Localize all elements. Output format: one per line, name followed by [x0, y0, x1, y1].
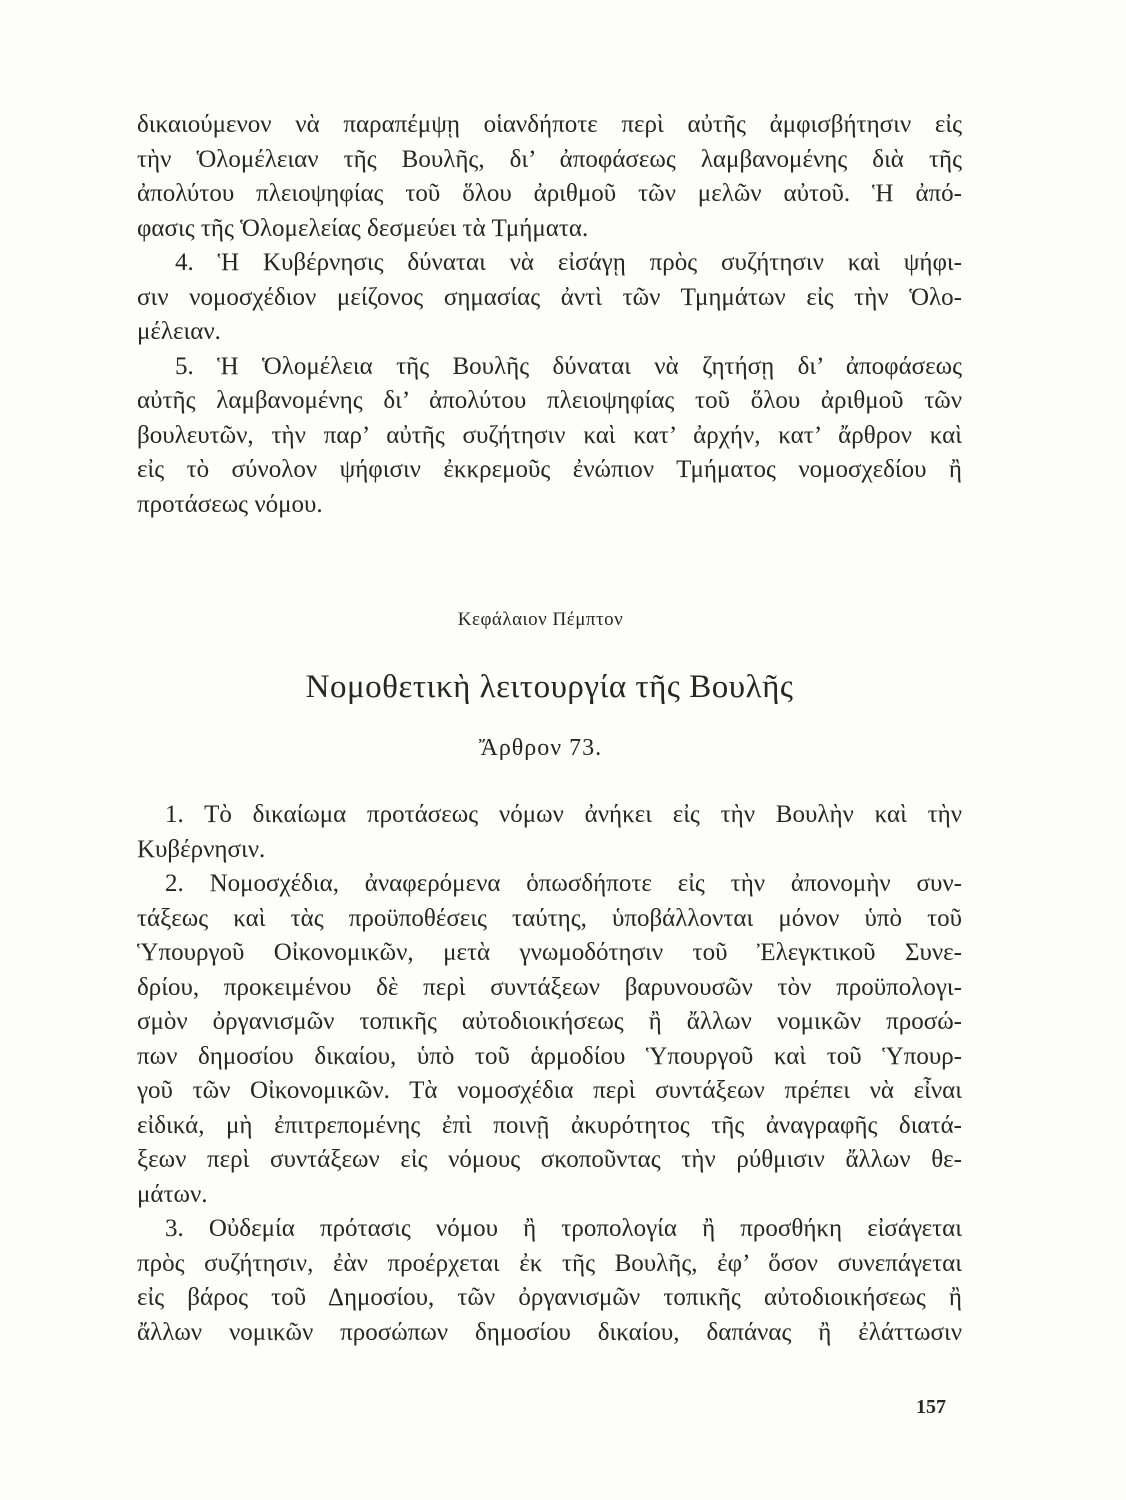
text-line: ξεων περὶ συντάξεων εἰς νόμους σκοποῦντας τὴν ρύθμισιν ἄλλων θε-: [137, 1146, 962, 1173]
text-line: πρὸς συζήτησιν, ἐὰν προέρχεται ἐκ τῆς Βουλῆς, ἐφ’ ὅσον συνεπάγεται: [137, 1249, 962, 1277]
text-line: εἰς τὸ σύνολον ψήφισιν ἐκκρεμοῦς ἐνώπιον Τμήματος νομοσχεδίου ἢ: [137, 456, 962, 483]
text-line: 4. Ἡ Κυβέρνησις δύναται νὰ εἰσάγῃ πρὸς συζήτησιν καὶ ψήφι-: [175, 249, 962, 276]
text-line: γοῦ τῶν Οἰκονομικῶν. Τὰ νομοσχέδια περὶ συντάξεων πρέπει νὰ εἶναι: [137, 1077, 962, 1104]
text-line: προτάσεως νόμου.: [137, 490, 323, 518]
text-line: ἄλλων νομικῶν προσώπων δημοσίου δικαίου, δαπάνας ἢ ἐλάττωσιν: [137, 1318, 962, 1346]
text-line: βουλευτῶν, τὴν παρ’ αὐτῆς συζήτησιν καὶ κατ’ ἀρχήν, κατ’ ἄρθρον καὶ: [137, 421, 962, 449]
text-line: πων δημοσίου δικαίου, ὑπὸ τοῦ ἁρμοδίου Ὑπουργοῦ καὶ τοῦ Ὑπουρ-: [137, 1042, 962, 1070]
chapter-title: Νομοθετικὴ λειτουργία τῆς Βουλῆς: [305, 669, 794, 705]
text-line: τάξεως καὶ τὰς προϋποθέσεις ταύτης, ὑποβάλλονται μόνον ὑπὸ τοῦ: [137, 904, 962, 932]
text-line: 1. Τὸ δικαίωμα προτάσεως νόμων ἀνήκει εἰς τὴν Βουλὴν καὶ τὴν: [165, 801, 962, 828]
text-line: φασις τῆς Ὁλομελείας δεσμεύει τὰ Τμήματα.: [137, 214, 589, 242]
paragraph-1: [137, 798, 962, 867]
text-line: σμὸν ὀργανισμῶν τοπικῆς αὐτοδιοικήσεως ἢ ἄλλων νομικῶν προσώ-: [137, 1008, 962, 1035]
paragraph-5: [137, 350, 962, 523]
top-text-block: [137, 108, 962, 522]
text-line: τὴν Ὁλομέλειαν τῆς Βουλῆς, δι’ ἀποφάσεως λαμβανομένης διὰ τῆς: [137, 145, 962, 173]
text-line: δρίου, προκειμένου δὲ περὶ συντάξεων βαρυνουσῶν τὸν προϋπολογι-: [137, 973, 962, 1001]
paragraph-2: [137, 867, 962, 1212]
article-heading: Ἄρθρον 73.: [478, 735, 603, 761]
text-line: 3. Οὐδεμία πρότασις νόμου ἢ τροπολογία ἢ προσθήκη εἰσάγεται: [165, 1215, 962, 1242]
paragraph-4: [137, 246, 962, 350]
text-line: 5. Ἡ Ὁλομέλεια τῆς Βουλῆς δύναται νὰ ζητήσῃ δι’ ἀποφάσεως: [175, 352, 962, 380]
text-line: 2. Νομοσχέδια, ἀναφερόμενα ὁπωσδήποτε εἰς τὴν ἀπονομὴν συν-: [165, 870, 962, 897]
paragraph-continuation: [137, 108, 962, 246]
text-line: εἰς βάρος τοῦ Δημοσίου, τῶν ὀργανισμῶν τοπικῆς αὐτοδιοικήσεως ἢ: [137, 1284, 962, 1311]
text-line: δικαιούμενον νὰ παραπέμψῃ οἱανδήποτε περὶ αὐτῆς ἀμφισβήτησιν εἰς: [137, 111, 962, 138]
text-line: Κυβέρνησιν.: [137, 835, 266, 863]
text-line: μάτων.: [137, 1180, 208, 1208]
text-line: ἀπολύτου πλειοψηφίας τοῦ ὅλου ἀριθμοῦ τῶν μελῶν αὐτοῦ. Ἡ ἀπό-: [137, 180, 962, 207]
paragraph-3: [137, 1212, 962, 1350]
text-line: σιν νομοσχέδιον μείζονος σημασίας ἀντὶ τῶν Τμημάτων εἰς τὴν Ὁλο-: [137, 283, 962, 311]
page-number: 157: [916, 1396, 946, 1418]
text-line: μέλειαν.: [137, 318, 221, 345]
text-line: Ὑπουργοῦ Οἰκονομικῶν, μετὰ γνωμοδότησιν τοῦ Ἐλεγκτικοῦ Συνε-: [137, 939, 962, 966]
text-line: εἰδικά, μὴ ἐπιτρεπομένης ἐπὶ ποινῇ ἀκυρότητος τῆς ἀναγραφῆς διατά-: [137, 1111, 962, 1139]
text-line: αὐτῆς λαμβανομένης δι’ ἀπολύτου πλειοψηφίας τοῦ ὅλου ἀριθμοῦ τῶν: [137, 387, 962, 414]
article-text-block: [137, 798, 962, 1350]
chapter-label: Κεφάλαιον Πέμπτον: [457, 609, 624, 630]
